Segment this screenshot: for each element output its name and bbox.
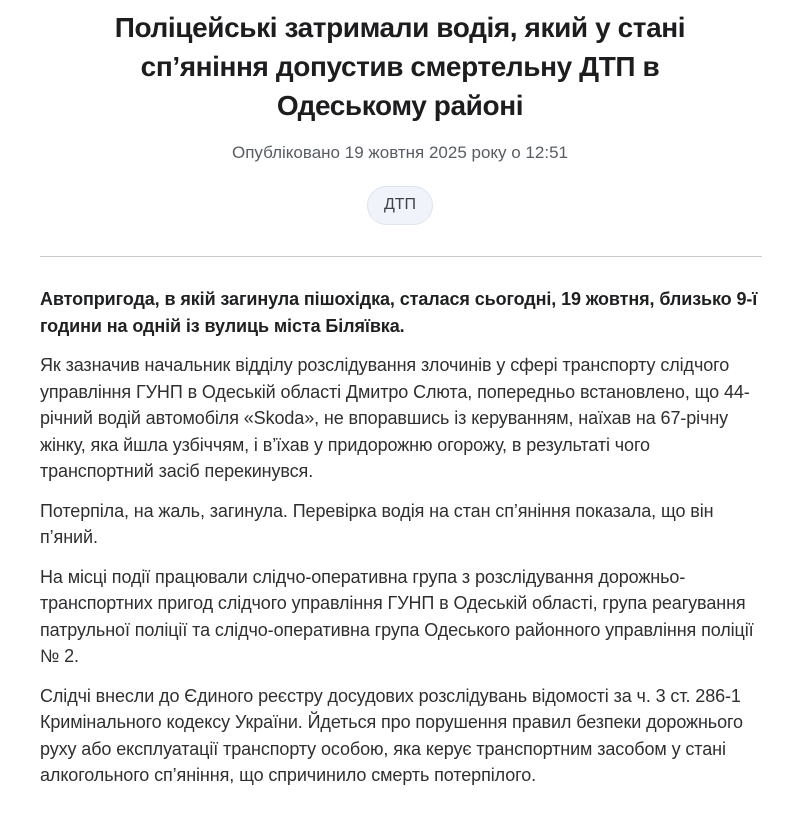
tag-row — [0, 186, 800, 225]
article-paragraph: Слідчі внесли до Єдиного реєстру досудових розслідувань відомості за ч. 3 ст. 286-1 Кримінального кодексу України. Йдеться про порушення правил безпеки дорожнього руху або експлуатації транспорту особою, яка керує транспортним засобом у стані алкогольного сп’яніння, що спричинило смерть потерпілого. — [40, 685, 743, 785]
article-header — [0, 8, 800, 225]
article-title: Поліцейські затримали водія, який у стані сп’яніння допустив смертельну ДТП в Одеському районі — [114, 12, 686, 121]
published-date: Опубліковано 19 жовтня 2025 року о 12:51 — [232, 143, 568, 162]
article-paragraph: Потерпіла, на жаль, загинула. Перевірка водія на стан сп’яніння показала, що він п’яний. — [40, 500, 714, 547]
article-paragraph: Автопригода, в якій загинула пішохідка, сталася сьогодні, 19 жовтня, близько 9-ї години на одній із вулиць міста Біляївка. — [40, 289, 758, 336]
article-body — [0, 257, 800, 822]
article-paragraph: На місці події працювали слідчо-оперативна група з розслідування дорожньо-транспортних пригод слідчого управління ГУНП в Одеській області, група реагування патрульної поліції та слідчо-оперативна група Одеського районного управління поліції № 2. — [40, 566, 754, 666]
tag-pill-dtp[interactable]: ДТП — [367, 186, 433, 225]
article-paragraph: Як зазначив начальник відділу розслідування злочинів у сфері транспорту слідчого управління ГУНП в Одеській області Дмитро Слюта, попередньо встановлено, що 44-річний водій автомобіля «Skoda», не впоравшись із керуванням, наїхав на 67-річну жінку, яка йшла узбіччям, і в’їхав у придорожню огорожу, в результаті чого транспортний засіб перекинувся. — [40, 355, 750, 481]
